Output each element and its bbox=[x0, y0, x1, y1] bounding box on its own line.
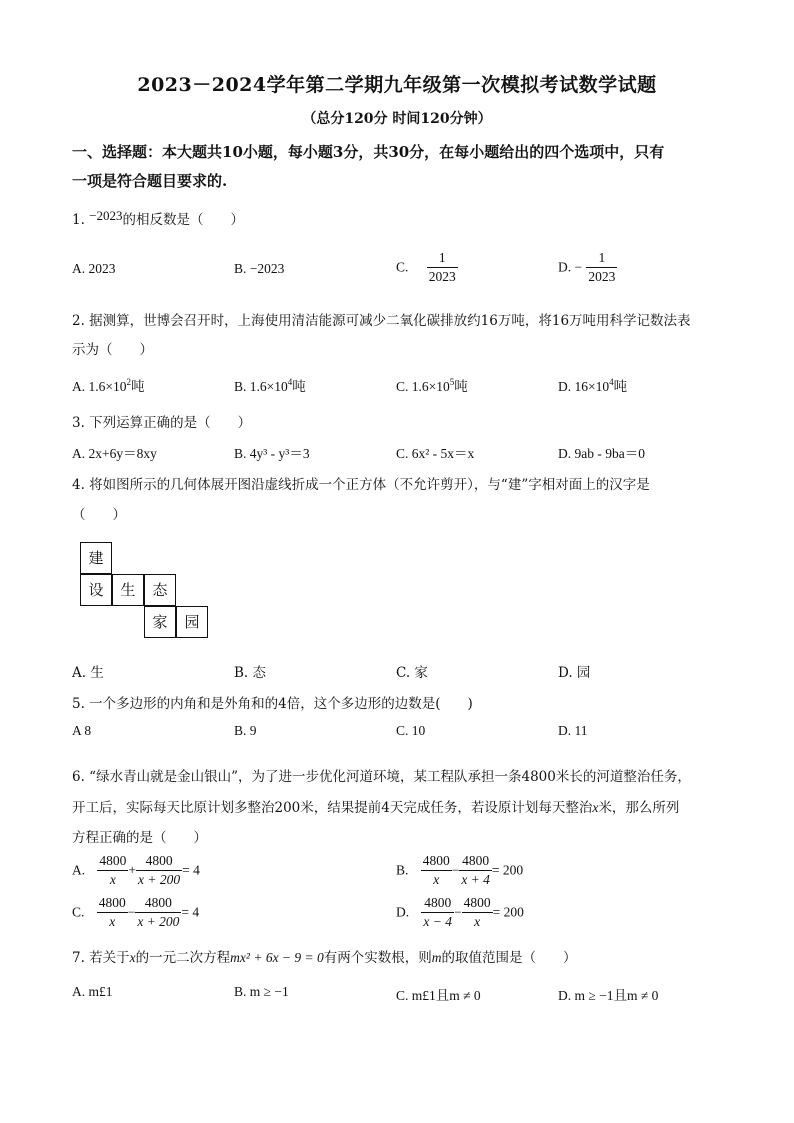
question-1-text: 的相反数是（ ） bbox=[122, 212, 245, 228]
q4-option-d[interactable]: D. 园 bbox=[558, 665, 591, 681]
q1-option-c-denominator: 2023 bbox=[428, 269, 456, 284]
exam-subtitle: （总分120分 时间120分钟） bbox=[302, 111, 492, 127]
q2-option-a[interactable] bbox=[72, 375, 145, 395]
q6-option-b-fraction-1 bbox=[421, 852, 452, 889]
question-4-line2: （ ） bbox=[72, 507, 126, 523]
question-1-expr: −2023 bbox=[89, 208, 123, 223]
question-2-line2: 示为（ ） bbox=[72, 342, 153, 358]
denominator: x bbox=[421, 870, 452, 889]
q6-option-c[interactable] bbox=[72, 894, 199, 931]
numerator: 4800 bbox=[98, 895, 126, 910]
denominator: x − 4 bbox=[423, 914, 453, 929]
denominator: x + 200 bbox=[137, 914, 180, 929]
q7-option-b[interactable]: B. m ≥ −1 bbox=[234, 984, 289, 999]
q1-option-a[interactable]: A. 2023 bbox=[72, 261, 116, 276]
question-6-line2-end: 米，那么所列 bbox=[598, 800, 680, 816]
q6-option-c-fraction-1 bbox=[97, 894, 128, 931]
q6-option-a-label: A. bbox=[72, 862, 86, 878]
q6-option-c-fraction-2 bbox=[135, 894, 181, 931]
q4-option-b[interactable]: B. 态 bbox=[234, 665, 267, 681]
q7-option-d[interactable]: D. m ≥ −1且m ≠ 0 bbox=[558, 988, 659, 1003]
section-heading-line2: 一项是符合题目要求的. bbox=[72, 172, 228, 190]
question-3: 3. 下列运算正确的是（ ） bbox=[72, 415, 252, 431]
question-5: 5. 一个多边形的内角和是外角和的4倍，这个多边形的边数是( ) bbox=[72, 696, 473, 712]
denominator: x bbox=[97, 912, 128, 931]
q6-option-d-label: D. bbox=[396, 904, 410, 920]
cube-net-cell: 园 bbox=[176, 606, 208, 638]
q6-option-b-label: B. bbox=[396, 862, 409, 878]
question-6-line3: 方程正确的是（ ） bbox=[72, 830, 207, 846]
q2-option-d-text: D. 16×10 bbox=[558, 379, 610, 394]
q2-option-d-unit: 吨 bbox=[613, 379, 628, 394]
question-6-line1: 6. “绿水青山就是金山银山”，为了进一步优化河道环境，某工程队承担一条4800米长的河道整治任务， bbox=[72, 769, 691, 785]
question-7-prefix: 7. 若关于 bbox=[72, 950, 130, 966]
question-7-end: 的取值范围是（ ） bbox=[441, 950, 577, 966]
question-7-var-m: m bbox=[431, 950, 442, 965]
question-1-number: 1. bbox=[72, 212, 85, 228]
denominator: x + 200 bbox=[138, 872, 181, 887]
q1-option-c[interactable] bbox=[396, 249, 458, 286]
numerator: 4800 bbox=[463, 895, 491, 910]
q6-option-a-fraction-2 bbox=[136, 852, 182, 889]
q2-option-c-exp: 5 bbox=[449, 377, 455, 387]
q6-option-a[interactable] bbox=[72, 852, 200, 889]
q5-option-c[interactable]: C. 10 bbox=[396, 723, 426, 738]
operator: − bbox=[127, 904, 136, 920]
q5-option-a[interactable]: A 8 bbox=[72, 723, 92, 738]
question-7 bbox=[72, 946, 577, 966]
q4-option-a[interactable]: A. 生 bbox=[72, 665, 104, 681]
question-7-mid1: 的一元二次方程 bbox=[135, 950, 231, 966]
denominator: x + 4 bbox=[461, 872, 490, 887]
rhs: = 200 bbox=[492, 904, 524, 920]
question-2-line1: 2. 据测算，世博会召开时，上海使用清洁能源可减少二氧化碳排放约16万吨，将16万吨用科学记数法表 bbox=[72, 313, 691, 329]
q2-option-a-exp: 2 bbox=[126, 377, 131, 387]
q6-option-b-fraction-2 bbox=[459, 852, 492, 889]
q6-option-d-fraction-1 bbox=[421, 894, 454, 931]
numerator: 4800 bbox=[462, 853, 490, 868]
q2-option-d-exp: 4 bbox=[609, 377, 614, 387]
q2-option-c[interactable] bbox=[396, 375, 468, 395]
q4-option-c[interactable]: C. 家 bbox=[396, 665, 428, 681]
section-heading-line1: 一、选择题：本大题共10小题，每小题3分，共30分，在每小题给出的四个选项中，只有 bbox=[72, 143, 665, 161]
q6-option-b[interactable] bbox=[396, 852, 523, 889]
operator: + bbox=[128, 862, 137, 878]
question-7-mid2: 有两个实数根，则 bbox=[323, 950, 432, 966]
question-6-variable: x bbox=[592, 800, 599, 815]
cube-net-cell: 生 bbox=[112, 574, 144, 606]
question-7-equation: mx² + 6x − 9 = 0 bbox=[230, 950, 324, 965]
denominator: x bbox=[97, 870, 128, 889]
question-1 bbox=[72, 208, 244, 228]
q1-option-c-label: C. bbox=[396, 259, 409, 275]
q2-option-b-exp: 4 bbox=[287, 377, 293, 387]
q2-option-a-text: A. 1.6×10 bbox=[72, 379, 127, 394]
q1-option-d[interactable] bbox=[558, 249, 617, 286]
cube-net-cell: 设 bbox=[80, 574, 112, 606]
q6-option-c-label: C. bbox=[72, 904, 85, 920]
q3-option-c[interactable]: C. 6x² - 5x＝x bbox=[396, 446, 475, 461]
q2-option-d[interactable] bbox=[558, 375, 627, 395]
q7-option-a[interactable]: A. m£1 bbox=[72, 984, 113, 999]
q1-option-d-label: D. − bbox=[558, 259, 583, 275]
q5-option-b[interactable]: B. 9 bbox=[234, 723, 257, 738]
rhs: = 4 bbox=[181, 904, 200, 920]
operator: − bbox=[451, 862, 460, 878]
q6-option-d-fraction-2 bbox=[462, 894, 493, 931]
rhs: = 200 bbox=[491, 862, 524, 878]
operator: − bbox=[454, 904, 462, 920]
q3-option-d[interactable]: D. 9ab - 9ba＝0 bbox=[558, 446, 645, 461]
question-7-var-x: x bbox=[129, 950, 136, 965]
q2-option-b-unit: 吨 bbox=[292, 379, 306, 394]
q5-option-d[interactable]: D. 11 bbox=[558, 723, 588, 738]
q6-option-d[interactable] bbox=[396, 894, 524, 931]
q3-option-b[interactable]: B. 4y³ - y³＝3 bbox=[234, 446, 310, 461]
q1-option-d-numerator: 1 bbox=[598, 250, 606, 265]
numerator: 4800 bbox=[424, 895, 452, 910]
q2-option-c-text: C. 1.6×10 bbox=[396, 379, 450, 394]
q3-option-a[interactable]: A. 2x+6y＝8xy bbox=[72, 446, 157, 461]
q6-option-a-fraction-1 bbox=[97, 852, 128, 889]
numerator: 4800 bbox=[144, 895, 172, 910]
numerator: 4800 bbox=[99, 853, 127, 868]
q1-option-c-fraction bbox=[427, 249, 458, 286]
q2-option-c-unit: 吨 bbox=[454, 379, 468, 394]
q2-option-b[interactable] bbox=[234, 375, 306, 395]
denominator: x bbox=[462, 912, 493, 931]
q2-option-b-text: B. 1.6×10 bbox=[234, 379, 288, 394]
question-4-line1: 4. 将如图所示的几何体展开图沿虚线折成一个正方体（不允许剪开），与“建”字相对面上的汉字是 bbox=[72, 477, 650, 493]
question-6-line2-text: 开工后，实际每天比原计划多整治200米，结果提前4天完成任务，若设原计划每天整治 bbox=[72, 800, 593, 816]
numerator: 4800 bbox=[422, 853, 450, 868]
q2-option-a-unit: 吨 bbox=[131, 379, 145, 394]
q7-option-c[interactable]: C. m£1且m ≠ 0 bbox=[396, 988, 481, 1003]
rhs: = 4 bbox=[182, 862, 200, 878]
q1-option-b[interactable]: B. −2023 bbox=[234, 261, 285, 276]
cube-net-cell: 态 bbox=[144, 574, 176, 606]
q1-option-d-denominator: 2023 bbox=[588, 269, 616, 284]
q1-option-c-numerator: 1 bbox=[438, 250, 446, 265]
exam-title: 2023－2024学年第二学期九年级第一次模拟考试数学试题 bbox=[137, 74, 657, 96]
cube-net-cell: 家 bbox=[144, 606, 176, 638]
question-6-line2 bbox=[72, 796, 679, 816]
numerator: 4800 bbox=[145, 853, 173, 868]
q1-option-d-fraction bbox=[586, 249, 617, 286]
cube-net-cell: 建 bbox=[80, 542, 112, 574]
